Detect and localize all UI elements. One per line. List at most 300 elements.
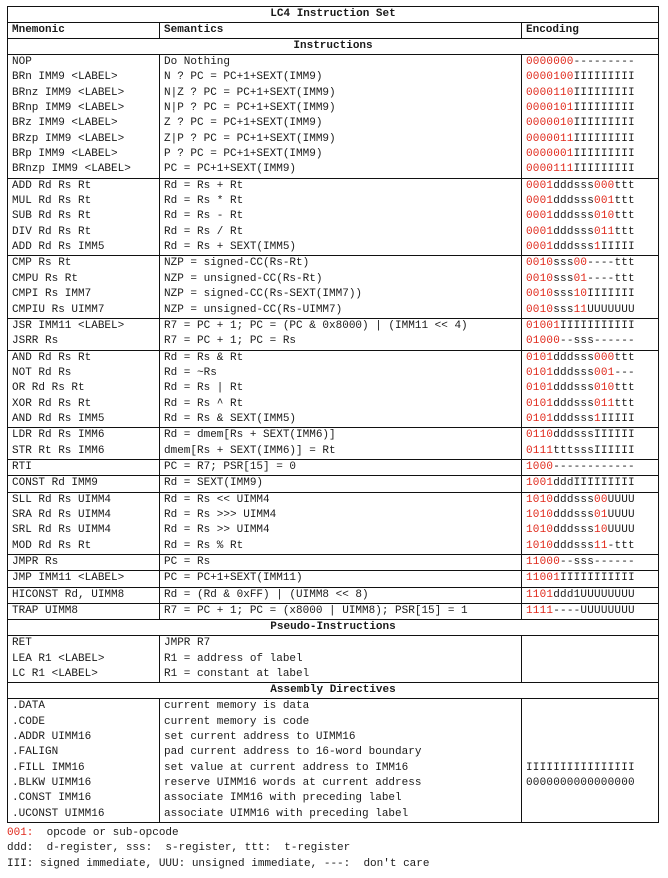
semantics: NZP = signed-CC(Rs-Rt)	[164, 257, 310, 270]
encoding-cell	[522, 699, 659, 823]
encoding-cell	[522, 428, 659, 460]
encoding	[526, 493, 654, 508]
semantics: R7 = PC + 1; PC = (PC & 0x8000) | (IMM11 << 4)	[164, 319, 468, 332]
encoding	[526, 791, 654, 806]
mnemonic: BRnz IMM9 <LABEL>	[12, 86, 125, 99]
opcode-bits: 1101	[526, 588, 554, 601]
instruction-group	[8, 459, 659, 475]
directive-group	[8, 699, 659, 823]
encoding	[526, 147, 654, 162]
legend-immediates: III: signed immediate, UUU: unsigned immediate, ---: don't care	[7, 857, 430, 870]
encoding: IIIIIIIIIIIIIIII	[526, 761, 635, 774]
opcode-bits: 1010	[526, 539, 554, 552]
sub-opcode-bits: 10	[573, 288, 588, 301]
encoding	[526, 397, 654, 412]
semantics-cell	[160, 256, 522, 318]
semantics-cell	[160, 476, 522, 492]
encoding-cell	[522, 318, 659, 350]
encoding	[526, 225, 654, 240]
semantics: PC = R7; PSR[15] = 0	[164, 460, 297, 473]
semantics: Rd = Rs & SEXT(IMM5)	[164, 412, 297, 425]
semantics: Z ? PC = PC+1+SEXT(IMM9)	[164, 117, 323, 130]
opcode-bits: 0000011	[526, 132, 574, 145]
encoding	[526, 132, 654, 147]
opcode-bits: 11001	[526, 572, 561, 585]
opcode-bits: 0000111	[526, 163, 574, 176]
sub-opcode-bits: 10	[594, 524, 608, 537]
instruction-group	[8, 55, 659, 179]
legend-opcode-text: opcode or sub-opcode	[33, 827, 179, 839]
opcode-bits: 1010	[526, 524, 554, 537]
encoding-cell	[522, 256, 659, 318]
operand-bits: --sss------	[560, 335, 635, 348]
operand-bits: ----ttt	[587, 272, 635, 285]
encoding	[526, 444, 654, 459]
mnemonic: CMPI Rs IMM7	[12, 288, 92, 301]
encoding	[526, 86, 654, 101]
semantics: Rd = SEXT(IMM9)	[164, 477, 264, 490]
sub-opcode-bits: 01	[594, 508, 608, 521]
sub-opcode-bits: 010	[594, 210, 615, 223]
operand-bits: ttt	[614, 351, 635, 364]
encoding	[526, 428, 654, 443]
mnemonic-cell	[8, 350, 160, 428]
operand-bits: dddsss	[553, 508, 595, 521]
encoding-cell	[522, 459, 659, 475]
mnemonic: LC R1 <LABEL>	[12, 668, 98, 681]
mnemonic: BRp IMM9 <LABEL>	[12, 148, 118, 161]
semantics-cell	[160, 55, 522, 179]
mnemonic-cell	[8, 178, 160, 256]
directive: .BLKW UIMM16	[12, 777, 92, 790]
mnemonic-cell	[8, 587, 160, 603]
operand-bits: UUUU	[607, 524, 635, 537]
mnemonic: CONST Rd IMM9	[12, 477, 98, 490]
instruction-group	[8, 571, 659, 587]
operand-bits: ------------	[553, 460, 635, 473]
encoding-cell	[522, 636, 659, 683]
semantics-cell	[160, 636, 522, 683]
mnemonic: SUB Rd Rs Rt	[12, 210, 92, 223]
mnemonic: JMP IMM11 <LABEL>	[12, 572, 125, 585]
semantics-cell	[160, 459, 522, 475]
sub-opcode-bits: 00	[594, 493, 608, 506]
directive: .ADDR UIMM16	[12, 731, 92, 744]
opcode-bits: 0000100	[526, 71, 574, 84]
semantics: Rd = Rs / Rt	[164, 225, 244, 238]
legend	[7, 826, 429, 872]
operand-bits: IIIIIIIII	[573, 86, 635, 99]
mnemonic-cell	[8, 571, 160, 587]
sub-opcode-bits: 11	[594, 539, 608, 552]
opcode-bits: 0000010	[526, 117, 574, 130]
mnemonic: SRA Rd Rs UIMM4	[12, 508, 112, 521]
operand-bits: dddsss	[553, 179, 595, 192]
semantics-cell	[160, 699, 522, 823]
mnemonic: CMPIU Rs UIMM7	[12, 303, 105, 316]
operand-bits: IIIIIIIII	[573, 148, 635, 161]
encoding	[526, 240, 654, 255]
mnemonic: SLL Rd Rs UIMM4	[12, 493, 112, 506]
semantics: Rd = Rs + SEXT(IMM5)	[164, 241, 297, 254]
operand-bits: IIIIIIIII	[573, 102, 635, 115]
operand-bits: ---	[614, 366, 635, 379]
opcode-bits: 0001	[526, 179, 554, 192]
sub-opcode-bits: 000	[594, 179, 615, 192]
semantics-cell	[160, 492, 522, 554]
opcode-bits: 1010	[526, 493, 554, 506]
mnemonic-cell	[8, 492, 160, 554]
mnemonic: RET	[12, 637, 32, 650]
mnemonic-cell	[8, 699, 160, 823]
encoding: 0000000000000000	[526, 777, 635, 790]
encoding	[526, 366, 654, 381]
encoding	[526, 162, 654, 177]
operand-bits: --sss------	[560, 556, 635, 568]
mnemonic: MUL Rd Rs Rt	[12, 195, 92, 208]
operand-bits: dddsssIIIIII	[553, 429, 635, 442]
directive: .FILL IMM16	[12, 761, 85, 774]
opcode-bits: 1111	[526, 605, 554, 618]
mnemonic: NOP	[12, 56, 32, 68]
operand-bits: ttt	[614, 382, 635, 395]
header-mnemonic: Mnemonic	[8, 23, 160, 39]
encoding	[526, 476, 654, 491]
opcode-bits: 1001	[526, 477, 554, 490]
operand-bits: ttt	[614, 397, 635, 410]
encoding	[526, 55, 654, 70]
mnemonic-cell	[8, 256, 160, 318]
instruction-group	[8, 350, 659, 428]
opcode-bits: 0101	[526, 366, 554, 379]
mnemonic: CMPU Rs Rt	[12, 272, 79, 285]
opcode-bits: 0010	[526, 303, 554, 316]
opcode-bits: 0000110	[526, 86, 574, 99]
semantics: N ? PC = PC+1+SEXT(IMM9)	[164, 71, 323, 84]
semantics: P ? PC = PC+1+SEXT(IMM9)	[164, 148, 323, 161]
semantics-cell	[160, 571, 522, 587]
opcode-bits: 0101	[526, 351, 554, 364]
semantics: Rd = Rs >> UIMM4	[164, 524, 270, 537]
encoding-cell	[522, 571, 659, 587]
opcode-bits: 0101	[526, 397, 554, 410]
encoding	[526, 256, 654, 271]
operand-bits: dddsss	[553, 382, 595, 395]
opcode-bits: 01000	[526, 335, 561, 348]
operand-bits: UUUUUUU	[587, 303, 635, 316]
table-title: LC4 Instruction Set	[8, 7, 659, 23]
mnemonic-cell	[8, 636, 160, 683]
semantics: NZP = unsigned-CC(Rs-Rt)	[164, 272, 323, 285]
semantics-cell	[160, 587, 522, 603]
encoding	[526, 116, 654, 131]
sub-opcode-bits: 01	[573, 272, 588, 285]
encoding	[526, 539, 654, 554]
operand-bits: dddsss	[553, 210, 595, 223]
opcode-bits: 0001	[526, 195, 554, 208]
mnemonic: LEA R1 <LABEL>	[12, 652, 105, 665]
semantics: PC = PC+1+SEXT(IMM11)	[164, 572, 303, 585]
opcode-bits: 0000001	[526, 148, 574, 161]
operand-bits: ----ttt	[587, 257, 635, 270]
mnemonic-cell	[8, 476, 160, 492]
instruction-group	[8, 428, 659, 460]
instruction-group	[8, 587, 659, 603]
operand-bits: dddsss	[553, 412, 595, 425]
mnemonic-cell	[8, 55, 160, 179]
instruction-group	[8, 178, 659, 256]
encoding	[526, 460, 654, 475]
encoding	[526, 730, 654, 745]
semantics-cell	[160, 555, 522, 571]
encoding	[526, 571, 654, 586]
semantics: NZP = signed-CC(Rs-SEXT(IMM7))	[164, 288, 363, 301]
encoding	[526, 588, 654, 603]
semantics-cell	[160, 604, 522, 620]
semantics: Rd = (Rd & 0xFF) | (UIMM8 << 8)	[164, 588, 369, 601]
semantics: R1 = address of label	[164, 652, 303, 665]
operand-bits: ttt	[614, 210, 635, 223]
opcode-bits: 0101	[526, 412, 554, 425]
mnemonic: AND Rd Rs Rt	[12, 351, 92, 364]
encoding	[526, 179, 654, 194]
opcode-bits: 0010	[526, 272, 554, 285]
sub-opcode-bits: 1	[594, 241, 601, 254]
mnemonic: NOT Rd Rs	[12, 366, 72, 379]
encoding	[526, 523, 654, 538]
operand-bits: sss	[553, 257, 574, 270]
opcode-bits: 0111	[526, 444, 554, 457]
semantics: associate IMM16 with preceding label	[164, 792, 402, 805]
semantics: Z|P ? PC = PC+1+SEXT(IMM9)	[164, 132, 336, 145]
operand-bits: sss	[553, 288, 574, 301]
semantics: JMPR R7	[164, 637, 211, 650]
semantics-cell	[160, 428, 522, 460]
mnemonic: BRnp IMM9 <LABEL>	[12, 102, 125, 115]
semantics: set current address to UIMM16	[164, 731, 356, 744]
operand-bits: dddsss	[553, 195, 595, 208]
semantics: reserve UIMM16 words at current address	[164, 777, 422, 790]
operand-bits: dddsss	[553, 241, 595, 254]
semantics: PC = Rs	[164, 556, 211, 568]
sub-opcode-bits: 00	[573, 257, 588, 270]
semantics: PC = PC+1+SEXT(IMM9)	[164, 163, 297, 176]
encoding	[526, 351, 654, 366]
sub-opcode-bits: 1	[594, 412, 601, 425]
semantics: pad current address to 16-word boundary	[164, 746, 422, 759]
instruction-group	[8, 555, 659, 571]
mnemonic: BRn IMM9 <LABEL>	[12, 71, 118, 84]
mnemonic: OR Rd Rs Rt	[12, 382, 85, 395]
opcode-bits: 0001	[526, 241, 554, 254]
encoding-cell	[522, 476, 659, 492]
semantics: N|Z ? PC = PC+1+SEXT(IMM9)	[164, 86, 336, 99]
operand-bits: IIIIIIIIIII	[560, 319, 635, 332]
section-assembly-directives: Assembly Directives	[8, 683, 659, 699]
operand-bits: ---------	[573, 56, 635, 68]
mnemonic: CMP Rs Rt	[12, 257, 72, 270]
mnemonic: JSR IMM11 <LABEL>	[12, 319, 125, 332]
operand-bits: -ttt	[607, 539, 635, 552]
encoding-cell	[522, 604, 659, 620]
encoding	[526, 604, 654, 619]
semantics: NZP = unsigned-CC(Rs-UIMM7)	[164, 303, 343, 316]
mnemonic: BRzp IMM9 <LABEL>	[12, 132, 125, 145]
encoding	[526, 272, 654, 287]
operand-bits: dddsss	[553, 351, 595, 364]
mnemonic: DIV Rd Rs Rt	[12, 225, 92, 238]
encoding	[526, 319, 654, 334]
opcode-bits: 0000101	[526, 102, 574, 115]
operand-bits: sss	[553, 272, 574, 285]
directive: .UCONST UIMM16	[12, 807, 105, 820]
operand-bits: dddsss	[553, 225, 595, 238]
semantics: associate UIMM16 with preceding label	[164, 807, 409, 820]
semantics: Rd = Rs - Rt	[164, 210, 244, 223]
mnemonic: TRAP UIMM8	[12, 605, 79, 618]
mnemonic: MOD Rd Rs Rt	[12, 539, 92, 552]
semantics-cell	[160, 178, 522, 256]
opcode-bits: 0110	[526, 429, 554, 442]
operand-bits: IIIIIII	[587, 288, 635, 301]
semantics: Rd = Rs + Rt	[164, 179, 244, 192]
legend-opcode	[7, 826, 429, 841]
operand-bits: IIIIIIIII	[573, 117, 635, 130]
instruction-group	[8, 476, 659, 492]
semantics: R7 = PC + 1; PC = Rs	[164, 335, 297, 348]
instruction-group	[8, 318, 659, 350]
directive: .DATA	[12, 700, 46, 713]
opcode-bits: 0010	[526, 288, 554, 301]
header-encoding: Encoding	[522, 23, 659, 39]
encoding	[526, 303, 654, 318]
operand-bits: UUUU	[607, 508, 635, 521]
instruction-group	[8, 256, 659, 318]
encoding	[526, 715, 654, 730]
encoding	[526, 745, 654, 760]
mnemonic: ADD Rd Rs Rt	[12, 179, 92, 192]
encoding	[526, 807, 654, 822]
mnemonic-cell	[8, 459, 160, 475]
sub-opcode-bits: 001	[594, 366, 615, 379]
mnemonic: JMPR Rs	[12, 556, 59, 568]
semantics: Rd = Rs << UIMM4	[164, 493, 270, 506]
encoding-cell	[522, 55, 659, 179]
semantics: set value at current address to IMM16	[164, 761, 409, 774]
sub-opcode-bits: 001	[594, 195, 615, 208]
operand-bits: sss	[553, 303, 574, 316]
operand-bits: ttt	[614, 195, 635, 208]
operand-bits: IIIIIIIII	[573, 163, 635, 176]
encoding	[526, 699, 654, 714]
encoding	[526, 381, 654, 396]
mnemonic: RTI	[12, 460, 32, 473]
instruction-group	[8, 492, 659, 554]
mnemonic: STR Rt Rs IMM6	[12, 444, 105, 457]
semantics: Rd = Rs | Rt	[164, 382, 244, 395]
encoding	[526, 555, 654, 570]
semantics: current memory is data	[164, 700, 310, 713]
opcode-bits: 1010	[526, 508, 554, 521]
sub-opcode-bits: 010	[594, 382, 615, 395]
opcode-bits: 0101	[526, 382, 554, 395]
mnemonic-cell	[8, 428, 160, 460]
legend-registers: ddd: d-register, sss: s-register, ttt: t-register	[7, 842, 351, 855]
semantics: N|P ? PC = PC+1+SEXT(IMM9)	[164, 102, 336, 115]
mnemonic-cell	[8, 555, 160, 571]
opcode-bits: 11000	[526, 556, 561, 568]
opcode-bits: 1000	[526, 460, 554, 473]
semantics: Do Nothing	[164, 56, 231, 68]
sub-opcode-bits: 000	[594, 351, 615, 364]
semantics: Rd = Rs & Rt	[164, 351, 244, 364]
opcode-bits: 01001	[526, 319, 561, 332]
semantics: Rd = Rs % Rt	[164, 539, 244, 552]
directive: .CODE	[12, 715, 46, 728]
opcode-bits: 0010	[526, 257, 554, 270]
pseudo-group	[8, 636, 659, 683]
instruction-set-table	[7, 6, 659, 823]
mnemonic: BRnzp IMM9 <LABEL>	[12, 163, 131, 176]
mnemonic: HICONST Rd, UIMM8	[12, 588, 125, 601]
encoding	[526, 70, 654, 85]
section-instructions: Instructions	[8, 39, 659, 55]
sub-opcode-bits: 11	[573, 303, 588, 316]
operand-bits: dddsss	[553, 397, 595, 410]
operand-bits: dddsss	[553, 524, 595, 537]
sub-opcode-bits: 011	[594, 397, 615, 410]
operand-bits: IIIIIIIII	[573, 71, 635, 84]
semantics: dmem[Rs + SEXT(IMM6)] = Rt	[164, 444, 336, 457]
mnemonic: LDR Rd Rs IMM6	[12, 429, 105, 442]
encoding-cell	[522, 492, 659, 554]
semantics: R1 = constant at label	[164, 668, 310, 681]
encoding-cell	[522, 178, 659, 256]
instruction-group	[8, 604, 659, 620]
encoding	[526, 209, 654, 224]
encoding	[526, 101, 654, 116]
operand-bits: dddIIIIIIIII	[553, 477, 635, 490]
directive: .CONST IMM16	[12, 792, 92, 805]
mnemonic-cell	[8, 604, 160, 620]
opcode-bits: 0001	[526, 210, 554, 223]
semantics: Rd = ~Rs	[164, 366, 217, 379]
mnemonic-cell	[8, 318, 160, 350]
encoding	[526, 287, 654, 302]
opcode-bits: 0001	[526, 225, 554, 238]
encoding-cell	[522, 587, 659, 603]
operand-bits: ttt	[614, 225, 635, 238]
mnemonic: BRz IMM9 <LABEL>	[12, 117, 118, 130]
semantics-cell	[160, 318, 522, 350]
operand-bits: IIIII	[600, 241, 635, 254]
operand-bits: ttt	[614, 179, 635, 192]
operand-bits: dddsss	[553, 493, 595, 506]
mnemonic: SRL Rd Rs UIMM4	[12, 524, 112, 537]
header-semantics: Semantics	[160, 23, 522, 39]
encoding	[526, 412, 654, 427]
directive: .FALIGN	[12, 746, 59, 759]
operand-bits: ddd1UUUUUUUU	[553, 588, 635, 601]
encoding	[526, 194, 654, 209]
encoding	[526, 508, 654, 523]
operand-bits: dddsss	[553, 539, 595, 552]
semantics: Rd = Rs * Rt	[164, 195, 244, 208]
section-pseudo-instructions: Pseudo-Instructions	[8, 620, 659, 636]
encoding-cell	[522, 555, 659, 571]
operand-bits: tttsssIIIIII	[553, 444, 635, 457]
mnemonic: XOR Rd Rs Rt	[12, 397, 92, 410]
